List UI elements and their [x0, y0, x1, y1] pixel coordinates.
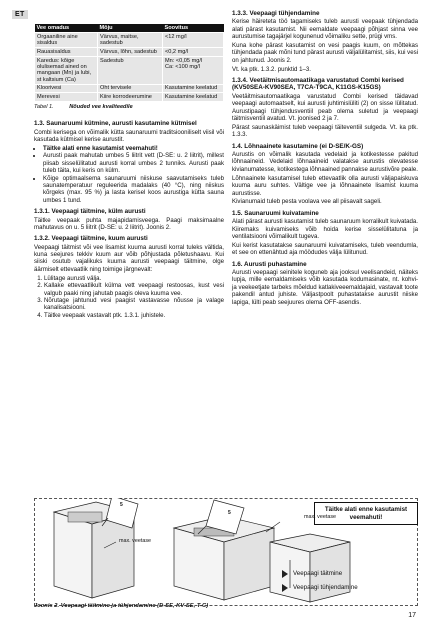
table-cell: Mn: <0,05 mg/l Ca: <100 mg/l [163, 57, 224, 85]
table-cell: Karedus: kõige olulisemad ained on mangaan (Mn) ja lubi, st kaltsium (Ca) [35, 57, 98, 85]
table-row [35, 84, 224, 93]
table-cell: Kloorivesi [35, 84, 98, 93]
table-cell: <12 mg/l [163, 33, 224, 48]
table-cell: Orgaaniline aine sisaldus [35, 33, 98, 48]
list-item: 4. Täitke veepaak vastavalt ptk. 1.3.1. juhistele. [44, 312, 224, 319]
left-column [34, 24, 224, 319]
bullet-list [34, 145, 224, 204]
list-item: • Täitke alati enne kasutamist veemahuti! [43, 145, 224, 152]
section-1-3-4-title: 1.3.4. Veetäitmisautomaatikaga varustatud Combi kerised (KV50SEA-KV90SEA, T7CA-T9CA, K11GS-K15GS) [232, 77, 404, 92]
table-cell: Värvus, maitse, sadestub [98, 33, 163, 48]
volume-badge: 5 [228, 510, 231, 516]
max-water-level-label: max. veetase [119, 538, 152, 544]
page-number: 17 [408, 612, 416, 619]
table-caption-title: Nõuded vee kvaliteedile [69, 104, 133, 110]
language-tag: ET [12, 10, 28, 19]
table-cell: Merevesi [35, 93, 98, 102]
section-1-6-title: 1.6. Aurusti puhastamine [232, 260, 307, 268]
paragraph: Pärast saunaskäimist tuleb veepaagi täiteventiil sulgeda. Vt. ka ptk. 1.3.3. [232, 123, 418, 139]
table-caption [34, 104, 224, 111]
right-column [232, 10, 418, 307]
list-item: • Aurusti paak mahutab umbes 5 liitrit vett (D-SE: u. 2 liitrit), millest piisab sisselülitatud aurusti korral umbes 2 tunniks. Aurusti paak tuleb täita, kui keris on külm. [43, 152, 224, 174]
table-row [35, 48, 224, 57]
list-item: • Kõige optimaalsema saunaruumi niiskuse saavutamiseks tuleb saunatemperatuur reguleerida madalaks (40 °C), ning niiskus kõrgeks (max. 95 %) ja lasta kerisel koos aurustiga kütta sauna umbes 1 tund. [43, 175, 224, 205]
legend-fill-label: Veepaagi täitmine [293, 570, 343, 577]
table-header: Soovitus [163, 24, 224, 33]
table-cell: Kiire korrodeerumine [98, 93, 163, 102]
numbered-list [34, 275, 224, 319]
water-quality-table [34, 24, 224, 102]
paragraph: Kerise häireteta töö tagamiseks tuleb aurusti veepaak tühjendada alati pärast kasutamist. Nii eemaldate veepaagi põhjast sinna vee aurustumise tagajärjel kogunenud võimaliku sette, prügi vms. [232, 18, 418, 41]
paragraph: Veetäitmisautomaatikaga varustatud Combi kerised täidavad veepaagi automaatselt, kui aurusti juhtimislüliti (2) on sisse lülitatud. Aurustipaagi tühjendusventiil peab olema suletud ja veepaagi täitmisventiil avatud. Vt. joonised 2 ja 7. [232, 92, 418, 122]
volume-badge: 5 [120, 502, 123, 508]
table-row [35, 93, 224, 102]
paragraph: Alati pärast aurusti kasutamist tuleb saunaruum korralikult kuivatada. Kiiremaks kuivamiseks võib hoida kerise sisselülitatuna ja ventilatsiooni võimalikult tugeva. [232, 218, 418, 240]
section-1-3-1-title: 1.3.1. Veepaagi täitmine, külm aurusti [34, 208, 146, 216]
table-header: Vee omadus [35, 24, 98, 33]
table-cell: <0,2 mg/l [163, 48, 224, 57]
section-1-4-title: 1.4. Lõhnaainete kasutamine (ei D-SE/K-GS) [232, 142, 364, 150]
list-item: 3. Nõrutage jahtunud vesi paagist vastavasse nõusse ja valage kanalisatsiooni. [44, 297, 224, 312]
table-cell: Kasutamine keelatud [163, 84, 224, 93]
table-cell: Sadestub [98, 57, 163, 85]
section-1-3-3-title: 1.3.3. Veepaagi tühjendamine [232, 10, 320, 17]
fill-warning-box: Täitke alati enne kasutamist veemahuti! [314, 502, 418, 525]
paragraph: Aurusti veepaagi seinitele koguneb aja jooksul veelisandeid, näiteks lupja, mille eemaldamiseks võib kasutada kodumasinate, nt. kohvi- ja veekeetjate tarbeks mõeldud katlakiveeemaldajaid, vastavalt toote pakendil antud juhiste. Väljastpoolt puhastatakse aurustit niiske lapiga, lülti peab seejuures olema OFF-asendis. [232, 268, 418, 306]
figure-caption: Joonis 2. Veepaagi täitmine ja tühjendamine (D-SE, KV-SE, T-C) [34, 603, 209, 609]
paragraph: Veepaagi täitmist või vee lisamist kuuma aurusti korral tuleks vältida, kuna seejures tekkiv kuum aur võib põhjustada põletushaavu. Kui siiski osutub vajalikuks kuuma aurusti veepaagi täitmine, olge äärmiselt ettevaatlik ning toimige järgnevalt: [34, 243, 224, 273]
table-cell: Rauasisaldus [35, 48, 98, 57]
table-caption-label: Tabel 1. [34, 104, 54, 110]
table-header: Mõju [98, 24, 163, 33]
paragraph: Kui kerist kasutatakse saunaruumi kuivatamiseks, tuleb veendumla, et see on ettenähtud aja möödudes välja lülitunud. [232, 241, 418, 257]
paragraph: Vt. ka ptk. 1.3.2. punktid 1–3. [232, 65, 311, 73]
paragraph: Kuna kohe pärast kasutamist on vesi paagis kuum, on mõttekas tühjendada paak mõni tund pärast aurusti väljalülitamist, siis, kui vesi on jahtunud. Joonis 2. [232, 42, 418, 64]
paragraph: Combi kerisega on võimalik kütta saunaruumi traditsiooniliselt viisil või kasutada kütmisel kerise aurustit. [34, 128, 224, 144]
section-1-3-2-title: 1.3.2. Veepaagi täitmine, kuum aurusti [34, 235, 148, 243]
figure-2 [34, 498, 418, 608]
section-1-3-title: 1.3. Saunaruumi kütmine, aurusti kasutamine kütmisel [34, 120, 197, 128]
table-cell: Oht tervisele [98, 84, 163, 93]
legend-drain-label: Veepaagi tühjendamine [293, 584, 358, 591]
list-item: 1. Lülitage aurusti välja. [44, 275, 224, 282]
paragraph: Aurustis on võimalik kasutada vedelaid ja kotikestesse pakitud lõhnaaineid. Vedelaid lõhnaaineid valatakse aurustis olevatesse kivianumatesse, kotikestega lõhnaained pannakse aurustivõre peale. [232, 150, 418, 173]
paragraph: Lõhnaainete kasutamisel tuleb ettevaatlik olla aurusti väljapaiskuva kuuma auru suhtes. Vältige vee ja lõhnaainete lisamist kuuma aurustisse. [232, 174, 418, 197]
max-water-level-label: max. veetase [304, 514, 337, 520]
table-cell: Kasutamine keelatud [163, 93, 224, 102]
table-row [35, 57, 224, 85]
paragraph: Täitke veepaak puhta majapidamisveega. Paagi maksimaalne mahutavus on u. 5 liitrit (D-SE: u. 2 liitrit). Joonis 2. [34, 216, 224, 231]
table-row [35, 33, 224, 48]
table-cell: Värvus, lõhn, sadestub [98, 48, 163, 57]
section-1-5-title: 1.5. Saunaruumi kuivatamine [232, 209, 319, 217]
list-item: 2. Kallake ettevaatlikult külma vett veepaagi restoosas, kust vesi valgub paaki ning jahutab paagis oleva kuuma vee. [44, 282, 224, 297]
paragraph: Kivianumaid tuleb pesta voolava vee all piisavalt sageli. [232, 198, 382, 206]
